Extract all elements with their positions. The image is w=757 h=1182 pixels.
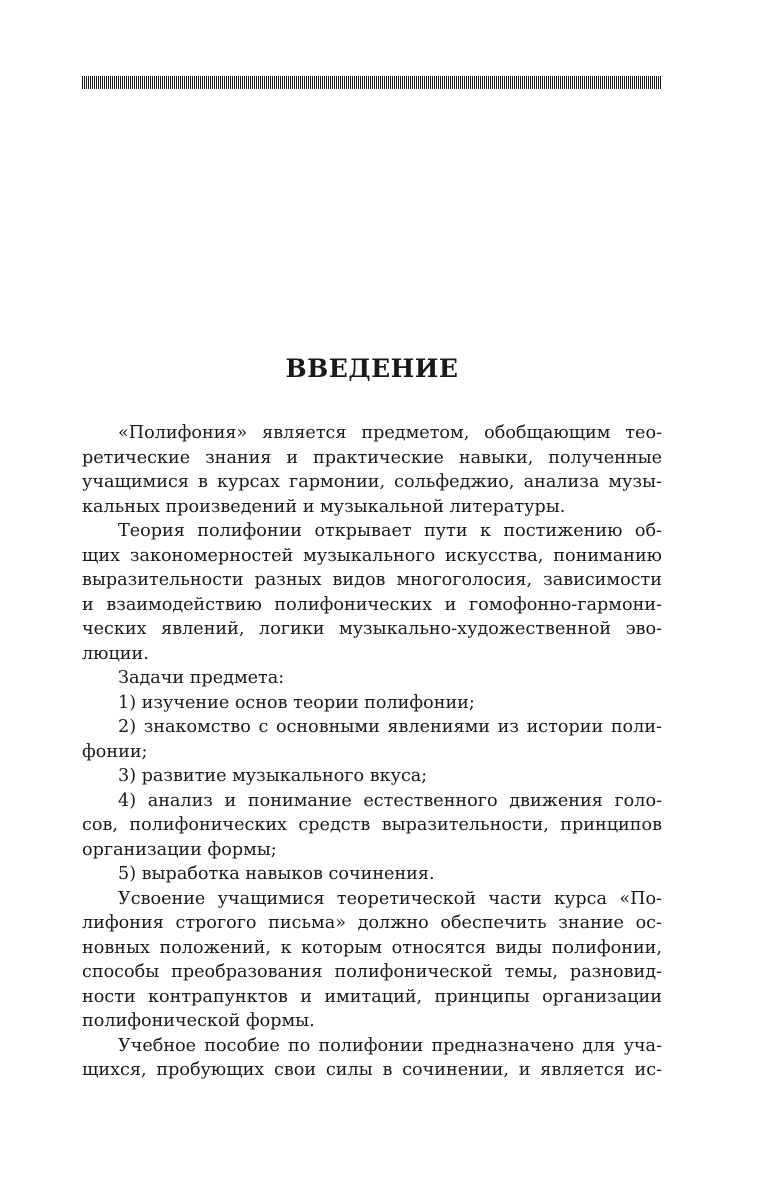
text-line: щихся, пробующих свои силы в сочинении, и является ис- [82, 1060, 662, 1080]
text-line: ретические знания и практические навыки, полученные [82, 447, 662, 468]
text-line: полифонической формы. [82, 1011, 315, 1031]
text-line: Задачи предмета: [118, 668, 285, 688]
header-decorative-rule [82, 76, 662, 89]
text-line: ности контрапунктов и имитаций, принципы организации [82, 986, 662, 1007]
text-line: новных положений, к которым относятся виды полифонии, [82, 937, 662, 958]
text-line: 5) выработка навыков сочинения. [118, 864, 435, 884]
text-line: организации формы; [82, 839, 277, 860]
text-line: выразительности разных видов многоголосия, зависимости [82, 570, 662, 590]
text-line: кальных произведений и музыкальной литературы. [82, 496, 566, 517]
text-line: фонии; [82, 741, 148, 762]
text-line: Теория полифонии открывает пути к постижению об- [118, 521, 662, 541]
text-line: Усвоение учащимися теоретической части курса «По- [118, 888, 662, 909]
text-line: люции. [82, 643, 149, 664]
text-line: щих закономерностей музыкального искусства, пониманию [82, 545, 662, 566]
text-line: сов, полифонических средств выразительности, принципов [82, 815, 662, 835]
text-line: 1) изучение основ теории полифонии; [118, 692, 475, 713]
text-line: 3) развитие музыкального вкуса; [118, 766, 428, 786]
text-line: и взаимодействию полифонических и гомофонно-гармони- [82, 594, 662, 615]
text-line: ческих явлений, логики музыкально-художественной эво- [82, 619, 662, 639]
text-line: лифония строгого письма» должно обеспечить знание ос- [82, 913, 662, 933]
body-text [82, 421, 662, 1083]
text-line: способы преобразования полифонической темы, разновид- [82, 962, 662, 982]
chapter-title: ВВЕДЕНИЕ [285, 354, 459, 383]
text-line: учащимися в курсах гармонии, сольфеджио, анализа музы- [82, 472, 662, 492]
text-line: 2) знакомство с основными явлениями из истории поли- [118, 717, 662, 737]
text-line: «Полифония» является предметом, обобщающим тео- [118, 423, 662, 443]
text-line: 4) анализ и понимание естественного движения голо- [118, 790, 662, 811]
text-line: Учебное пособие по полифонии предназначено для уча- [118, 1035, 662, 1056]
